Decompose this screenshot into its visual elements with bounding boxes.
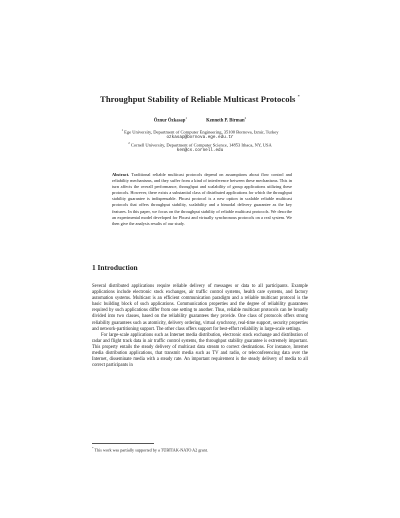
author-affil-mark: 2 bbox=[244, 116, 247, 120]
affil-email: ken@cs.cornell.edu bbox=[176, 147, 224, 153]
abstract bbox=[112, 172, 292, 227]
footnote-divider bbox=[92, 443, 154, 444]
author-list bbox=[0, 116, 400, 124]
paragraph: For large-scale applications such as Internet media distribution, electronic stock exchange and distribution of radar and flight track data in air traffic control systems, the throughput stability guarantee is extremely important. This property entails the steady delivery of multicast data stream to correct destinations. For instance, Internet media distribution applications, that transmit media such as TV and radio, or teleconferencing data over the Internet, disseminate media with a steady rate. An important requirement is the steady delivery of media to all correct participants in bbox=[92, 332, 308, 369]
abstract-text: Traditional reliable multicast protocols depend on assumptions about flow control and reliability mechanisms, and they suffer from a kind of interference between these mechanisms. This in turn affects the overall performance, throughput and scalability of group applications utilizing these protocols. However, there exists a substantial class of distributed applications for which the throughput stability guarantee is indispensable. Pbcast protocol is a new option in scalable reliable multicast protocols that offers throughput stability, scalability and a bimodal delivery guarantee as the key features. In this paper, we focus on the throughput stability of reliable multicast protocols. We describe an experimental model developed for Pbcast and virtually synchronous protocols on a real system. We then give the analysis results of our study. bbox=[112, 172, 292, 226]
author-1 bbox=[154, 116, 187, 124]
author-2 bbox=[206, 116, 246, 124]
footnote-text: This work was partially supported by a TÜBİTAK-NATO A2 grant. bbox=[94, 447, 208, 453]
footnote-mark: * bbox=[92, 446, 94, 450]
affil-text: Ege University, Department of Computer Engineering, 35100 Bornova, Izmir, Turkey bbox=[124, 129, 279, 135]
author-affil-mark: 1 bbox=[185, 116, 187, 120]
affil-mark: 2 bbox=[128, 141, 130, 145]
affil-mark: 1 bbox=[121, 128, 123, 132]
title-footnote-mark: * bbox=[297, 94, 300, 100]
affil-text: Cornell University, Department of Computer Science, 14853 Ithaca, NY, USA bbox=[130, 142, 272, 148]
affiliation-1 bbox=[0, 128, 400, 140]
title-text: Throughput Stability of Reliable Multicast Protocols bbox=[100, 94, 296, 104]
section-heading: 1 Introduction bbox=[92, 263, 138, 272]
footnote bbox=[92, 446, 208, 452]
abstract-label: Abstract. bbox=[112, 172, 130, 177]
author-name: Öznur Özkasap bbox=[153, 118, 186, 124]
section-body bbox=[92, 284, 308, 369]
affil-email: ozkasap@bornova.ege.edu.tr bbox=[166, 134, 234, 140]
paragraph: Several distributed applications require reliable delivery of messages or data to all participants. Example applications include electronic stock exchanges, air traffic control systems, health care systems, and factory automation systems. Multicast is an efficient communication paradigm and a reliable multicast protocol is the basic building block of such applications. Communication properties and the degree of reliability guarantees required by such applications differ from one setting to another. Thus, reliable multicast protocols can be broadly divided into two classes, based on the reliability guarantees they provide. One class of protocols offers strong reliability guarantees such as atomicity, delivery ordering, virtual synchrony, real-time support, security properties and network-partitioning support. The other class offers support for best-effort reliability in large-scale settings. bbox=[92, 284, 308, 332]
author-name: Kenneth P. Birman bbox=[206, 118, 245, 124]
paper-title bbox=[0, 94, 400, 104]
affiliation-2 bbox=[0, 141, 400, 153]
